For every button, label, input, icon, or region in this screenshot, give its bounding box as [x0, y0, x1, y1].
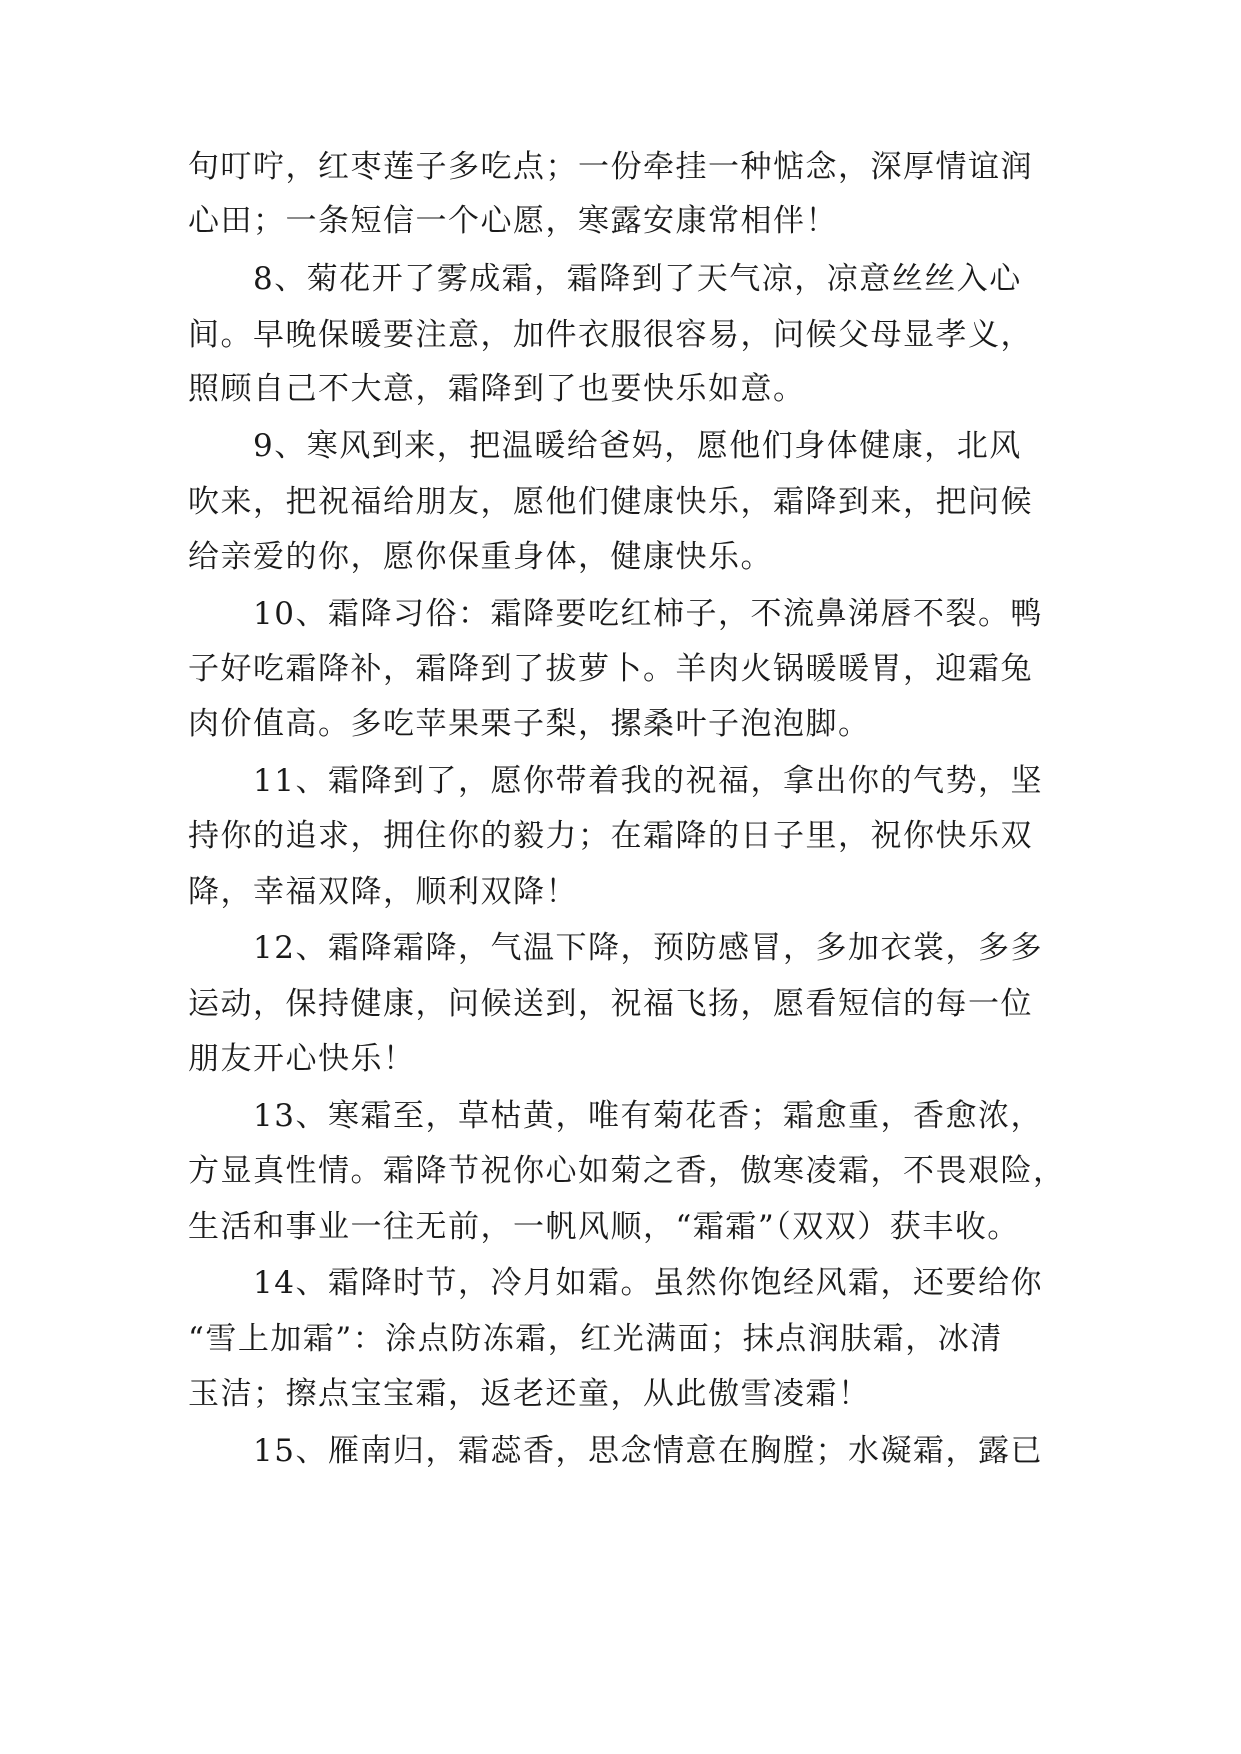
text-line: 方显真性情。霜降节祝你心如菊之香，傲寒凌霜，不畏艰险， [188, 1153, 1066, 1189]
text-line: 照顾自己不大意，霜降到了也要快乐如意。 [188, 371, 806, 407]
text-line: 间。早晚保暖要注意，加件衣服很容易，问候父母显孝义， [188, 317, 1033, 353]
text-line: 心田；一条短信一个心愿，寒露安康常相伴！ [188, 203, 838, 239]
text-line: “雪上加霜”：涂点防冻霜，红光满面；抹点润肤霜，冰清 [188, 1321, 1003, 1357]
paragraph-14-start: 14、霜降时节，冷月如霜。虽然你饱经风霜，还要给你 [253, 1265, 1043, 1301]
paragraph-9-start: 9、寒风到来，把温暖给爸妈，愿他们身体健康，北风 [253, 428, 1022, 464]
text-line: 玉洁；擦点宝宝霜，返老还童，从此傲雪凌霜！ [188, 1376, 871, 1412]
paragraph-11-start: 11、霜降到了，愿你带着我的祝福，拿出你的气势，坚 [253, 763, 1043, 799]
text-line: 给亲爱的你，愿你保重身体，健康快乐。 [188, 539, 773, 575]
text-line: 肉价值高。多吃苹果栗子梨，摞桑叶子泡泡脚。 [188, 706, 871, 742]
text-line: 吹来，把祝福给朋友，愿他们健康快乐，霜降到来，把问候 [188, 484, 1033, 520]
text-line: 朋友开心快乐！ [188, 1041, 416, 1077]
text-line: 生活和事业一往无前，一帆风顺，“霜霜”（双双）获丰收。 [188, 1209, 1020, 1245]
paragraph-15-start: 15、雁南归，霜蕊香，思念情意在胸膛；水凝霜，露已 [253, 1433, 1043, 1469]
paragraph-8-start: 8、菊花开了雾成霜，霜降到了天气凉，凉意丝丝入心 [253, 261, 1022, 297]
text-line: 持你的追求，拥住你的毅力；在霜降的日子里，祝你快乐双 [188, 818, 1033, 854]
paragraph-12-start: 12、霜降霜降，气温下降，预防感冒，多加衣裳，多多 [253, 930, 1043, 966]
text-line: 降，幸福双降，顺利双降！ [188, 874, 578, 910]
paragraph-10-start: 10、霜降习俗：霜降要吃红柿子，不流鼻涕唇不裂。鸭 [253, 596, 1043, 632]
paragraph-13-start: 13、寒霜至，草枯黄，唯有菊花香；霜愈重，香愈浓， [253, 1098, 1043, 1134]
text-line: 运动，保持健康，问候送到，祝福飞扬，愿看短信的每一位 [188, 986, 1033, 1022]
text-line: 子好吃霜降补，霜降到了拔萝卜。羊肉火锅暖暖胃，迎霜兔 [188, 651, 1033, 687]
text-line: 句叮咛，红枣莲子多吃点；一份牵挂一种惦念，深厚情谊润 [188, 149, 1033, 185]
